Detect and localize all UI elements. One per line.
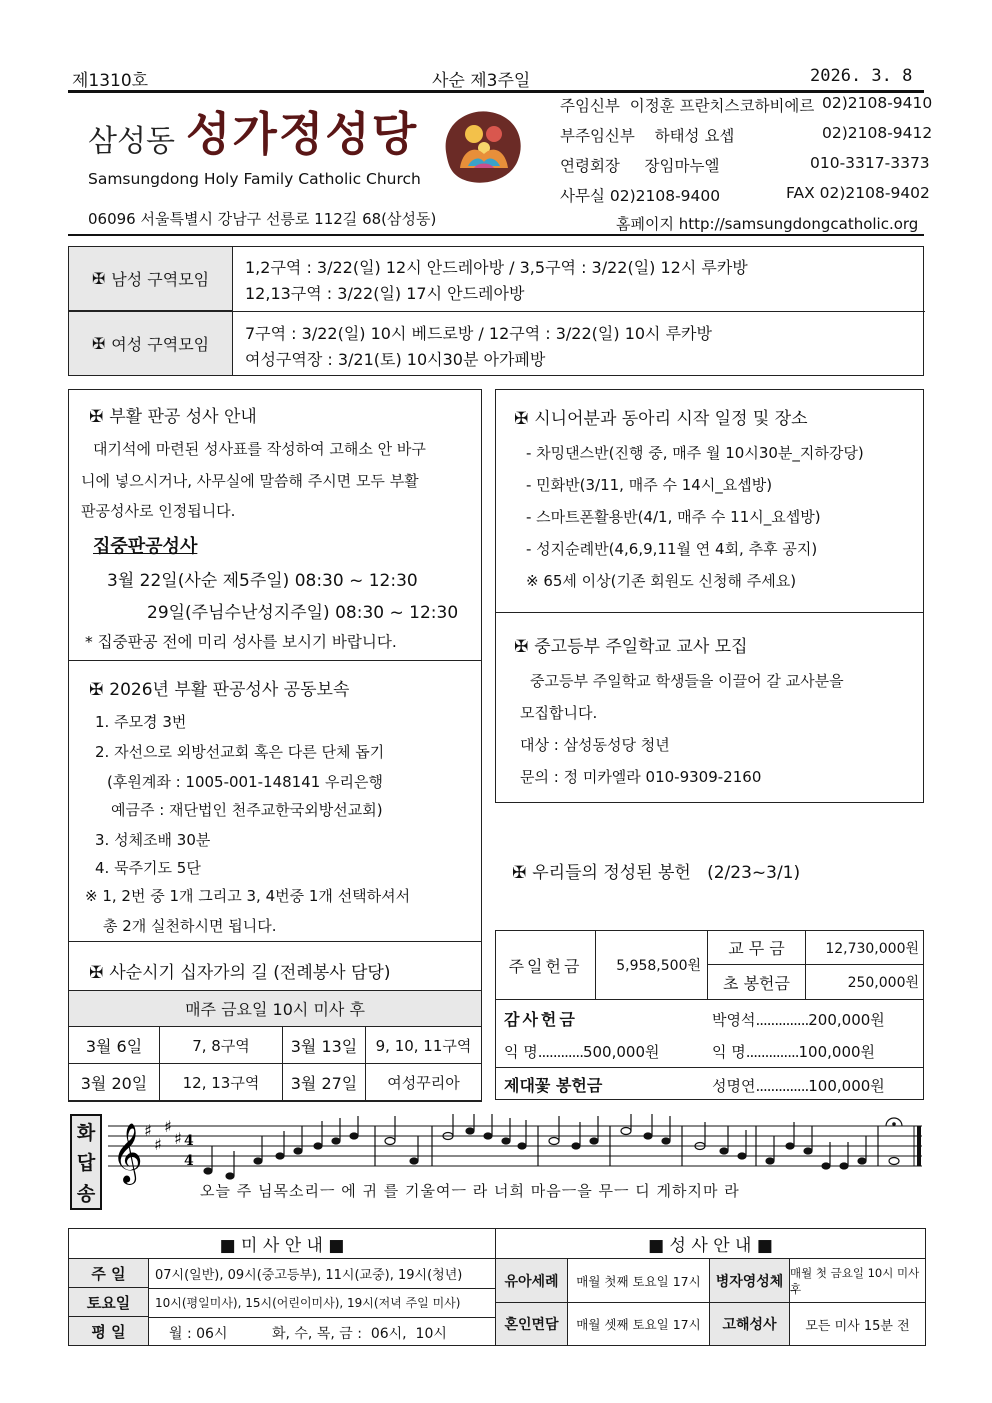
contact-assistant: 부주임신부 하태성 요셉 [560, 127, 735, 145]
teacher-recruit-line-3: 대상 : 삼성동성당 청년 [520, 736, 670, 754]
teacher-recruit-title: ✠ 중고등부 주일학교 교사 모집 [514, 637, 748, 657]
sacrament-sick-time: 매월 첫 금요일 10시 미사 후 [790, 1259, 925, 1303]
penance-line-3: (후원계좌 : 1005-001-148141 우리은행 [107, 773, 384, 791]
offering-first-amount: 250,000원 [847, 975, 919, 991]
meeting-label-women: ✠ 여성 구역모임 [69, 312, 233, 375]
svg-text:♯: ♯ [144, 1121, 152, 1140]
stations-date-2: 3월 13일 [282, 1026, 366, 1064]
stations-title: ✠ 사순시기 십자가의 길 (전례봉사 담당) [89, 963, 391, 983]
senior-club-line-4: - 성지순례반(4,6,9,11월 연 4회, 추후 공지) [526, 540, 818, 558]
header-rule-bottom [68, 234, 924, 236]
stations-group-2: 9, 10, 11구역 [365, 1026, 482, 1064]
header-rule [68, 90, 924, 93]
teacher-recruit-line-2: 모집합니다. [520, 704, 598, 722]
meetings-table [68, 246, 924, 376]
meeting-women-line1: 7구역 : 3/22(일) 10시 베드로방 / 12구역 : 3/22(일) 10시 루카방 [245, 324, 712, 343]
stations-section [68, 941, 482, 1101]
intensive-confession-date-2: 29일(주님수난성지주일) 08:30 ~ 12:30 [147, 603, 459, 623]
sacrament-schedule [495, 1228, 926, 1346]
sacrament-baptism-time: 매월 첫째 토요일 17시 [568, 1259, 710, 1303]
offering-sunday-amount: 5,958,500원 [596, 931, 708, 999]
right-notices-divider [496, 612, 923, 613]
meeting-men-line1: 1,2구역 : 3/22(일) 12시 안드레아방 / 3,5구역 : 3/22(일) 12시 루카방 [245, 258, 748, 277]
intensive-confession-title: 집중판공성사 [93, 536, 198, 557]
psalm-music-staff [108, 1114, 926, 1190]
offering-mission-label: 교 무 금 [708, 931, 806, 965]
church-address: 06096 서울특별시 강남구 선릉로 112길 68(삼성동) [88, 210, 437, 228]
offering-row-divider-2 [496, 1067, 923, 1068]
easter-confession-section [68, 389, 482, 661]
contact-pastor-phone: 02)2108-9410 [822, 94, 933, 112]
offering-table [495, 930, 924, 1100]
homepage-link[interactable]: 홈페이지 http://samsungdongcatholic.org [616, 215, 919, 233]
easter-confession-title: ✠ 부활 판공 성사 안내 [89, 407, 257, 427]
mass-schedule [68, 1228, 496, 1346]
issue-number: 제1310호 [72, 71, 149, 91]
svg-text:4: 4 [184, 1133, 194, 1149]
offering-sunday-label: 주일헌금 [496, 931, 596, 999]
intensive-confession-date-1: 3월 22일(사순 제5주일) 08:30 ~ 12:30 [107, 571, 418, 591]
mass-schedule-title: ■ 미 사 안 내 ■ [69, 1229, 495, 1259]
sacrament-marriage-label: 혼인면담 [496, 1303, 568, 1345]
offering-mission-amount: 12,730,000원 [806, 931, 923, 965]
stations-group-3: 12, 13구역 [159, 1063, 283, 1102]
penance-line-8: 총 2개 실천하시면 됩니다. [103, 917, 277, 935]
easter-confession-body-1: 대기석에 마련된 성사표를 작성하여 고해소 안 바구 [93, 440, 426, 458]
sacrament-confession-time: 모든 미사 15분 전 [805, 1318, 910, 1334]
svg-text:♯: ♯ [154, 1135, 162, 1154]
treble-clef-icon: 𝄞 [112, 1123, 143, 1183]
offering-row-divider-1 [496, 999, 923, 1000]
mass-saturday-times: 10시(평일미사), 15시(어린이미사), 19시(저녁 주일 미사) [155, 1296, 461, 1310]
common-penance-title: ✠ 2026년 부활 판공성사 공동보속 [89, 680, 350, 700]
contact-fax: FAX 02)2108-9402 [786, 184, 930, 202]
offering-first-label: 초 봉헌금 [708, 965, 806, 999]
mass-sunday-label: 주 일 [69, 1259, 149, 1288]
offering-thanks-label: 감사헌금 [504, 1010, 578, 1029]
stations-date-3: 3월 20일 [68, 1063, 160, 1102]
sacrament-confession-label: 고해성사 [710, 1303, 790, 1345]
penance-line-5: 3. 성체조배 30분 [95, 831, 211, 849]
penance-line-7: ※ 1, 2번 중 1개 그리고 3, 4번중 1개 선택하셔서 [85, 887, 411, 905]
meeting-label-men: ✠ 남성 구역모임 [69, 247, 233, 311]
mass-weekday-label: 평 일 [69, 1317, 149, 1345]
stations-group-4: 여성꾸리아 [365, 1063, 482, 1102]
senior-club-line-2: - 민화반(3/11, 매주 수 14시_요셉방) [526, 476, 773, 494]
psalm-lyrics: 오늘 주 님목소리ㅡ 에 귀 를 기울여ㅡ 라 너희 마음ㅡ을 무ㅡ 디 게하지마 라 [200, 1182, 740, 1200]
svg-text:♯: ♯ [164, 1117, 172, 1136]
contact-pastor: 주임신부 이정훈 프란치스코하비에르 [560, 97, 815, 115]
holy-family-logo-icon [438, 104, 526, 188]
senior-club-title: ✠ 시니어분과 동아리 시작 일정 및 장소 [514, 409, 808, 429]
church-english-name: Samsungdong Holy Family Catholic Church [88, 170, 421, 188]
offering-anon2-entry: 익 명..............100,000원 [712, 1043, 876, 1061]
psalm-label: 화 답 송 [70, 1114, 102, 1210]
offering-flower-entry: 성명연..............100,000원 [712, 1077, 885, 1095]
meeting-men-line2: 12,13구역 : 3/22(일) 17시 안드레아방 [245, 284, 525, 303]
sacrament-sick-label: 병자영성체 [710, 1259, 790, 1303]
stations-date-4: 3월 27일 [282, 1063, 366, 1102]
church-name: 성가정성당 [186, 107, 419, 161]
sacrament-schedule-title: ■ 성 사 안 내 ■ [496, 1229, 925, 1259]
mass-row-divider-1 [149, 1288, 495, 1289]
offering-title: ✠ 우리들의 정성된 봉헌 (2/23~3/1) [512, 863, 801, 883]
stations-group-1: 7, 8구역 [159, 1026, 283, 1064]
stations-date-1: 3월 6일 [68, 1026, 160, 1064]
contact-funeral: 연령회장 장임마누엘 [560, 157, 720, 175]
sacrament-baptism-label: 유아세례 [496, 1259, 568, 1303]
teacher-recruit-line-4: 문의 : 정 미카엘라 010-9309-2160 [520, 768, 762, 786]
senior-club-line-3: - 스마트폰활용반(4/1, 매주 수 11시_요셉방) [526, 508, 821, 526]
contact-office: 사무실 02)2108-9400 [560, 187, 721, 205]
offering-flower-label: 제대꽃 봉헌금 [504, 1076, 603, 1095]
senior-club-line-5: ※ 65세 이상(기존 회원도 신청해 주세요) [526, 572, 797, 590]
common-penance-section [68, 660, 482, 942]
mass-saturday-label: 토요일 [69, 1288, 149, 1317]
easter-confession-body-2: 니에 넣으시거나, 사무실에 말씀해 주시면 모두 부활 [81, 472, 419, 490]
mass-sunday-times: 07시(일반), 09시(중고등부), 11시(교중), 19시(청년) [155, 1268, 463, 1283]
svg-text:4: 4 [184, 1153, 194, 1169]
offering-thanks-entry: 박영석..............200,000원 [712, 1011, 885, 1029]
mass-row-divider-2 [149, 1317, 495, 1318]
liturgical-week: 사순 제3주일 [432, 71, 531, 91]
senior-club-line-1: - 차밍댄스반(진행 중, 매주 월 10시30분_지하강당) [526, 444, 864, 462]
stations-subtitle: 매주 금요일 10시 미사 후 [69, 990, 481, 1026]
offering-anon-entry: 익 명............500,000원 [504, 1043, 660, 1061]
church-prefix: 삼성동 [88, 124, 175, 159]
penance-line-2: 2. 자선으로 외방선교회 혹은 다른 단체 돕기 [95, 743, 385, 761]
contact-funeral-phone: 010-3317-3373 [810, 154, 930, 172]
intensive-confession-note: * 집중판공 전에 미리 성사를 보시기 바랍니다. [85, 633, 397, 651]
penance-line-6: 4. 묵주기도 5단 [95, 859, 201, 877]
penance-line-4: 예금주 : 재단법인 천주교한국외방선교회) [111, 801, 383, 819]
teacher-recruit-line-1: 중고등부 주일학교 학생들을 이끌어 갈 교사분을 [530, 672, 844, 690]
mass-weekday-times: 월 : 06시 화, 수, 목, 금 : 06시, 10시 [169, 1326, 447, 1342]
svg-text:♯: ♯ [174, 1129, 182, 1148]
sacrament-marriage-time: 매월 셋째 토요일 17시 [568, 1303, 710, 1345]
easter-confession-body-3: 판공성사로 인정됩니다. [81, 502, 236, 520]
issue-date: 2026. 3. 8 [810, 66, 913, 86]
contact-assistant-phone: 02)2108-9412 [822, 124, 933, 142]
meeting-women-line2: 여성구역장 : 3/21(토) 10시30분 아가페방 [245, 350, 546, 369]
right-notices [495, 389, 924, 803]
penance-line-1: 1. 주모경 3번 [95, 713, 187, 731]
